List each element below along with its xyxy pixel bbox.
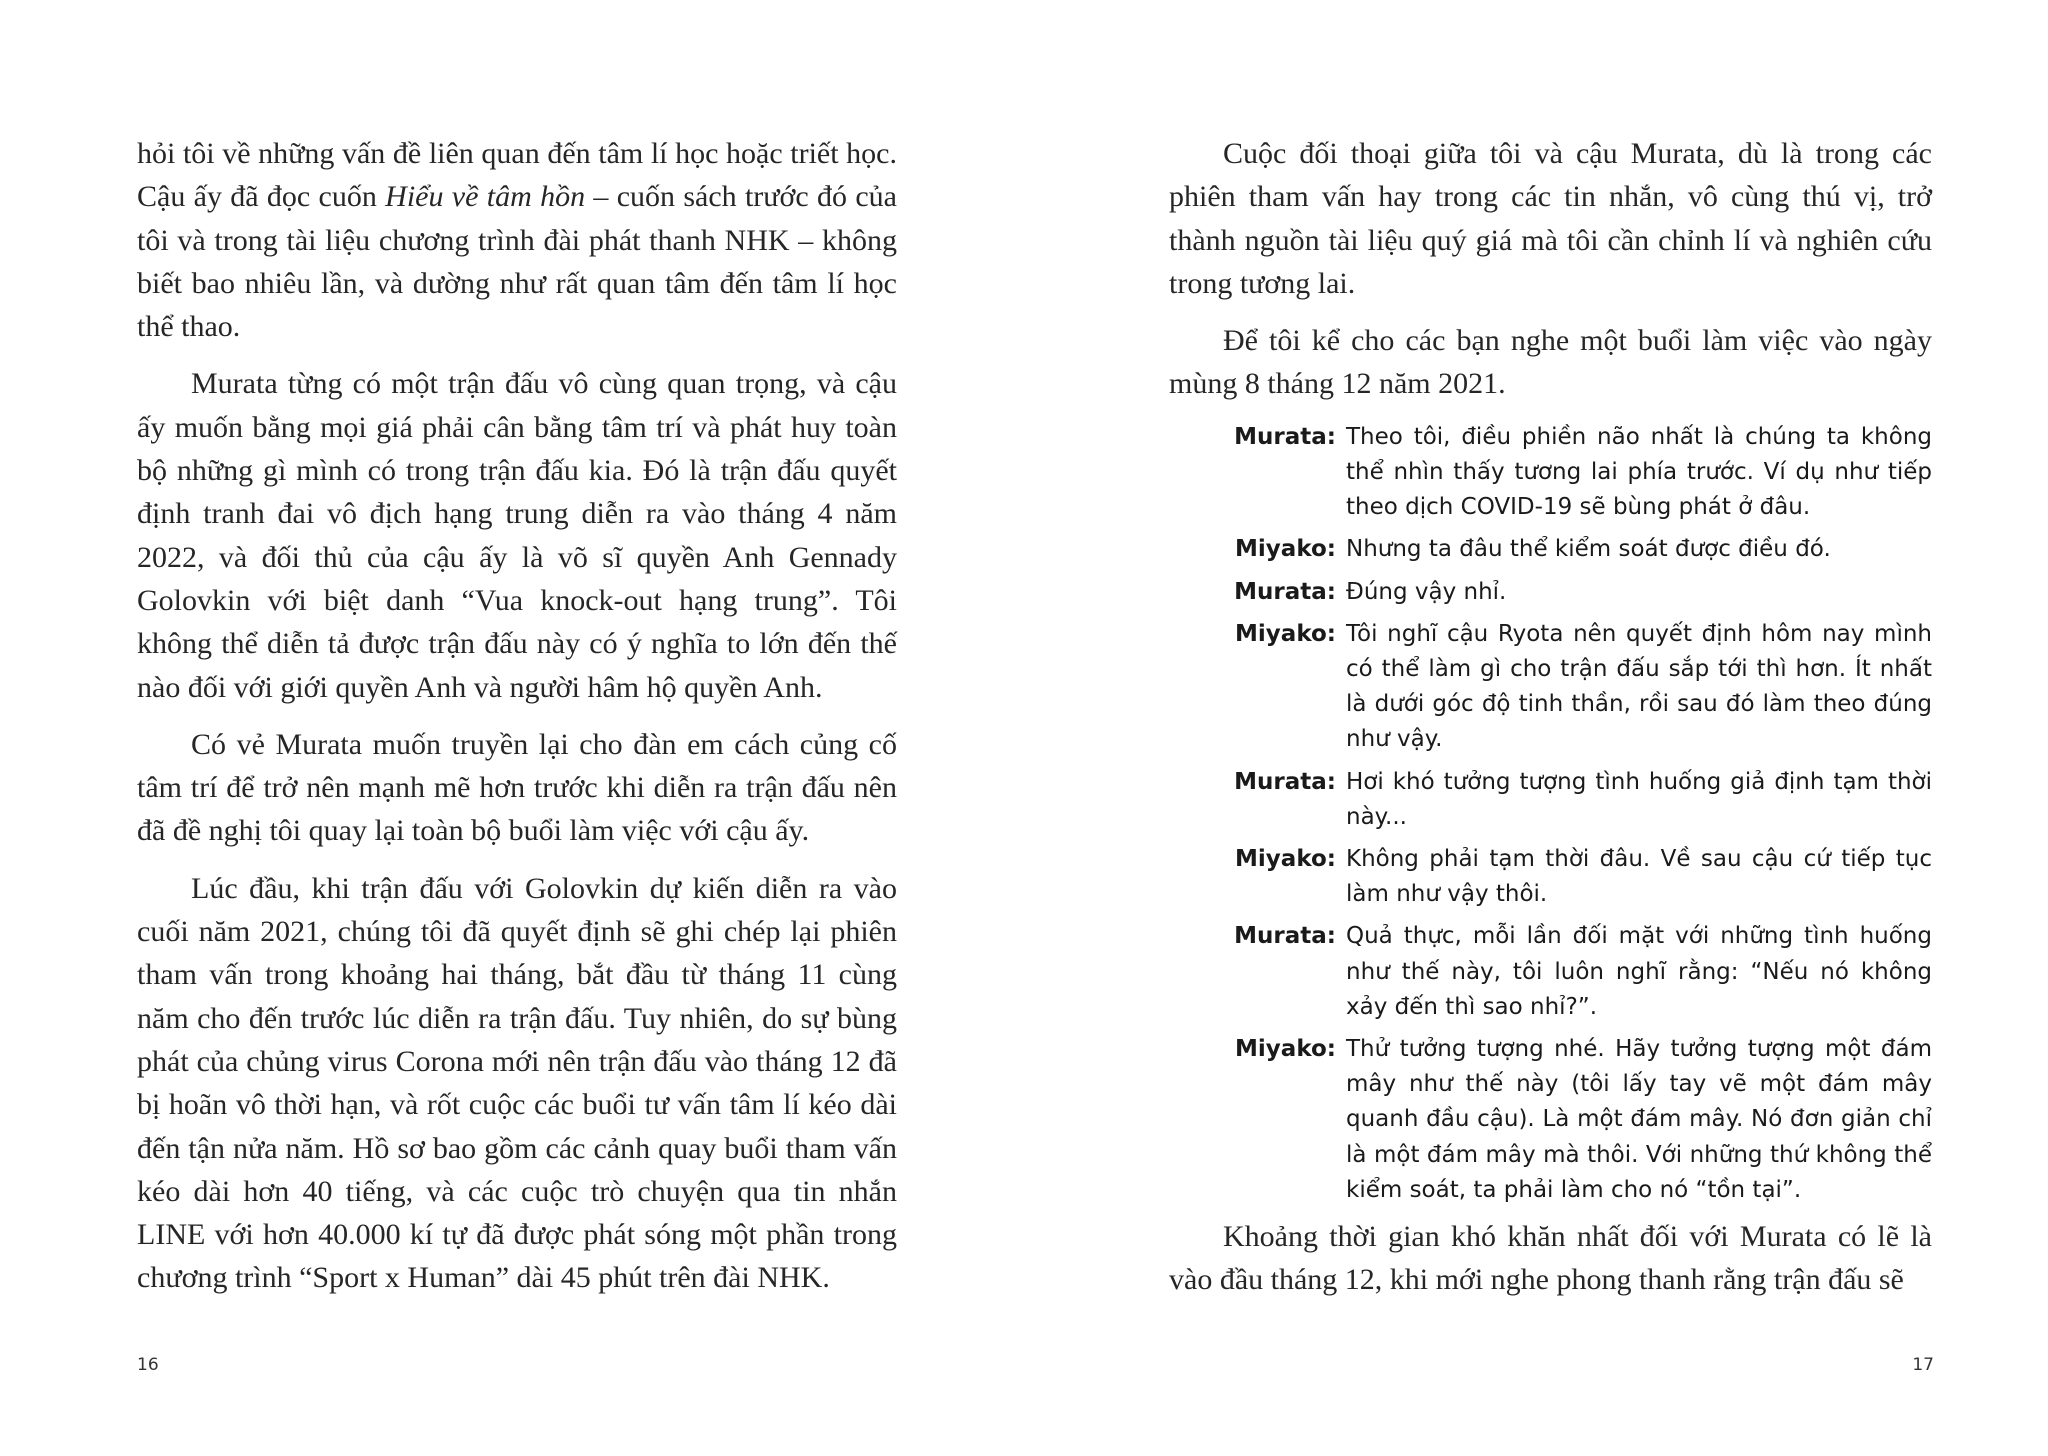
- dialogue-speaker: Murata:: [1234, 923, 1336, 950]
- dialogue-speaker: Miyako:: [1235, 536, 1336, 563]
- dialogue-text: Thử tưởng tượng nhé. Hãy tưởng tượng một đám mây như thế này (tôi lấy tay vẽ một đám mây quanh đầu cậu). Là một đám mây. Nó đơn giản chỉ là một đám mây mà thôi. Với những thứ không thể kiểm soát, ta phải làm cho nó “tồn tại”.: [1346, 1036, 1932, 1203]
- left-text-column: [137, 132, 897, 1314]
- left-paragraph-1-text-a: hỏi tôi về những vấn đề liên quan đến tâm lí học hoặc triết học. Cậu ấy đã đọc cuốn: [137, 137, 897, 214]
- dialogue-text: Đúng vậy nhỉ.: [1346, 578, 1507, 605]
- dialogue-text: Theo tôi, điều phiền não nhất là chúng ta không thể nhìn thấy tương lai phía trước. Ví dụ như tiếp theo dịch COVID-19 sẽ bùng phát ở đâu.: [1346, 423, 1932, 521]
- dialogue-speaker: Murata:: [1234, 423, 1336, 450]
- dialogue-text: Quả thực, mỗi lần đối mặt với những tình huống như thế này, tôi luôn nghĩ rằng: “Nếu nó không xảy đến thì sao nhỉ?”.: [1346, 923, 1932, 1020]
- right-paragraph-3: Khoảng thời gian khó khăn nhất đối với Murata có lẽ là vào đầu tháng 12, khi mới nghe phong thanh rằng trận đấu sẽ: [1169, 1220, 1932, 1297]
- dialogue-text: Tôi nghĩ cậu Ryota nên quyết định hôm nay mình có thể làm gì cho trận đấu sắp tới thì hơn. Ít nhất là dưới góc độ tinh thần, rồi sau đó làm theo đúng như vậy.: [1346, 620, 1932, 753]
- dialogue-line: [1169, 532, 1932, 567]
- dialogue-line: [1169, 1032, 1932, 1208]
- book-title: Hiểu về tâm hồn: [385, 180, 586, 214]
- right-text-column: [1169, 132, 1932, 1316]
- dialogue-speaker: Miyako:: [1235, 846, 1336, 873]
- dialogue-line: [1169, 765, 1932, 835]
- dialogue-text: Nhưng ta đâu thể kiểm soát được điều đó.: [1346, 536, 1831, 563]
- dialogue-speaker: Miyako:: [1235, 1036, 1336, 1063]
- dialogue-line: [1169, 420, 1932, 526]
- left-paragraph-2: Murata từng có một trận đấu vô cùng quan trọng, và cậu ấy muốn bằng mọi giá phải cân bằng tâm trí và phát huy toàn bộ những gì mình có trong trận đấu kia. Đó là trận đấu quyết định tranh đai vô địch hạng trung diễn ra vào tháng 4 năm 2022, và đối thủ của cậu ấy là võ sĩ quyền Anh Gennady Golovkin với biệt danh “Vua knock-out hạng trung”. Tôi không thể diễn tả được trận đấu này có ý nghĩa to lớn đến thế nào đối với giới quyền Anh và người hâm hộ quyền Anh.: [137, 367, 897, 704]
- dialogue-line: [1169, 919, 1932, 1025]
- left-page-number: 16: [137, 1355, 159, 1375]
- right-page: [1024, 0, 2048, 1456]
- dialogue-block: [1169, 420, 1932, 1208]
- right-paragraph-2: Để tôi kể cho các bạn nghe một buổi làm việc vào ngày mùng 8 tháng 12 năm 2021.: [1169, 324, 1932, 401]
- dialogue-line: [1169, 575, 1932, 610]
- dialogue-text: Hơi khó tưởng tượng tình huống giả định tạm thời này...: [1346, 768, 1932, 830]
- right-paragraph-1: Cuộc đối thoại giữa tôi và cậu Murata, dù là trong các phiên tham vấn hay trong các tin nhắn, vô cùng thú vị, trở thành nguồn tài liệu quý giá mà tôi cần chỉnh lí và nghiên cứu trong tương lai.: [1169, 137, 1932, 300]
- dialogue-line: [1169, 617, 1932, 758]
- left-paragraph-1: [137, 132, 897, 348]
- left-paragraph-4: Lúc đầu, khi trận đấu với Golovkin dự kiến diễn ra vào cuối năm 2021, chúng tôi đã quyết định sẽ ghi chép lại phiên tham vấn trong khoảng hai tháng, bắt đầu từ tháng 11 cùng năm cho đến trước lúc diễn ra trận đấu. Tuy nhiên, do sự bùng phát của chủng virus Corona mới nên trận đấu vào tháng 12 đã bị hoãn vô thời hạn, và rốt cuộc các buổi tư vấn tâm lí kéo dài đến tận nửa năm. Hồ sơ bao gồm các cảnh quay buổi tham vấn kéo dài hơn 40 tiếng, và các cuộc trò chuyện qua tin nhắn LINE với hơn 40.000 kí tự đã được phát sóng một phần trong chương trình “Sport x Human” dài 45 phút trên đài NHK.: [137, 871, 897, 1295]
- left-paragraph-3: Có vẻ Murata muốn truyền lại cho đàn em cách củng cố tâm trí để trở nên mạnh mẽ hơn trước khi diễn ra trận đấu nên đã đề nghị tôi quay lại toàn bộ buổi làm việc với cậu ấy.: [137, 727, 897, 848]
- dialogue-speaker: Murata:: [1234, 768, 1336, 795]
- dialogue-text: Không phải tạm thời đâu. Về sau cậu cứ tiếp tục làm như vậy thôi.: [1346, 846, 1932, 908]
- dialogue-line: [1169, 842, 1932, 912]
- right-page-number: 17: [1912, 1355, 1934, 1375]
- dialogue-speaker: Murata:: [1234, 578, 1336, 605]
- left-paragraph-1-text-b: – cuốn sách trước đó của tôi và trong tài liệu chương trình đài phát thanh NHK – không biết bao nhiêu lần, và dường như rất quan tâm đến tâm lí học thể thao.: [137, 180, 897, 344]
- dialogue-speaker: Miyako:: [1235, 620, 1336, 647]
